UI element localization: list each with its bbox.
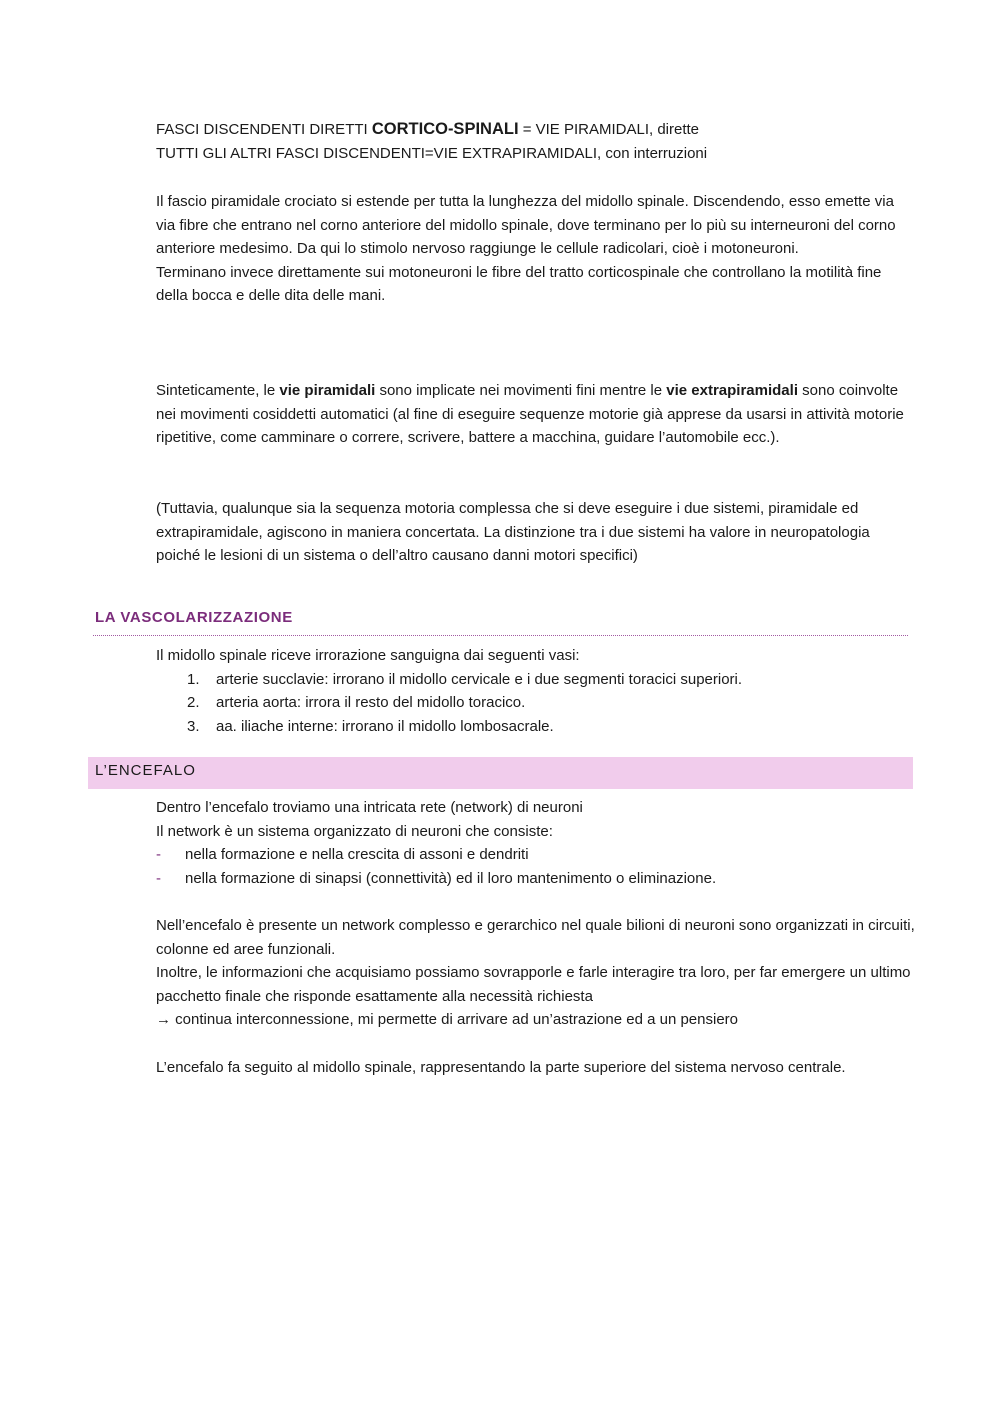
nota-text: (Tuttavia, qualunque sia la sequenza motoria complessa che si deve eseguire i due sistemi, piramidale ed extrapiramidale, agiscono in maniera concertata. La distinzione tra i due sistemi ha valore in neuropatologia poiché le lesioni di un sistema o dell’altro causano danni motori specifici) [156, 500, 870, 564]
list-item [156, 668, 916, 692]
list-number: 1. [187, 670, 200, 688]
dash-bullet: - [156, 869, 161, 887]
sintesi-paragraph [156, 379, 916, 450]
sintesi-bold-piramidali: vie piramidali [279, 382, 376, 399]
encefalo-block [156, 796, 916, 890]
list-item-text: nella formazione e nella crescita di assoni e dendriti [185, 846, 529, 863]
list-item [156, 843, 916, 867]
list-number: 3. [187, 717, 200, 735]
network-p2: Inoltre, le informazioni che acquisiamo possiamo sovrapporle e farle interagire tra loro, per far emergere un ultimo pacchetto finale che risponde esattamente alla necessità richiesta [156, 964, 911, 1005]
sintesi-t3: sono coinvolte nei movimenti cosiddetti automatici (al fine di eseguire sequenze motorie già apprese da usarsi in attività motorie ripetitive, come camminare o correre, scrivere, battere a macchina, guidare l’automobile ecc.). [156, 382, 904, 446]
intro-line-1-bold: CORTICO-SPINALI [371, 120, 519, 138]
intro-block [156, 118, 916, 165]
dash-bullet: - [156, 846, 161, 863]
arrow-icon: → [156, 1011, 171, 1028]
network-p3 [156, 1008, 916, 1032]
network-p1: Nell’encefalo è presente un network complesso e gerarchico nel quale bilioni di neuroni sono organizzati in circuiti, colonne ed aree funzionali. [156, 917, 915, 958]
network-list [156, 843, 916, 890]
network-p3-text: continua interconnessione, mi permette di arrivare ad un’astrazione ed a un pensiero [171, 1011, 738, 1028]
heading-divider [93, 635, 908, 636]
list-item-text: aa. iliache interne: irrorano il midollo lombosacrale. [216, 717, 554, 735]
intro-line-1 [156, 118, 916, 142]
encefalo-heading: L’ENCEFALO [95, 762, 196, 779]
encefalo-p4: L’encefalo fa seguito al midollo spinale, rappresentando la parte superiore del sistema nervoso centrale. [156, 1059, 846, 1076]
vasi-list [156, 668, 916, 739]
vascolarizzazione-intro: Il midollo spinale riceve irrorazione sanguigna dai seguenti vasi: [156, 647, 580, 664]
piramidale-p1: Il fascio piramidale crociato si estende per tutta la lunghezza del midollo spinale. Discendendo, esso emette via via fibre che entrano nel corno anteriore del midollo spinale, dove terminano per lo più su interneuroni del corno anteriore medesimo. Da qui lo stimolo nervoso raggiunge le cellule radicolari, cioè i motoneuroni. [156, 193, 896, 257]
encefalo-line-2: Il network è un sistema organizzato di neuroni che consiste: [156, 822, 553, 840]
encefalo-line-1: Dentro l’encefalo troviamo una intricata rete (network) di neuroni [156, 799, 583, 816]
sintesi-text [156, 379, 916, 450]
piramidale-paragraph [156, 190, 916, 308]
network-paragraph [156, 914, 916, 1032]
vascolarizzazione-block [156, 644, 916, 738]
encefalo-conclusion [156, 1056, 916, 1080]
sintesi-bold-extrapiramidali: vie extrapiramidali [666, 382, 798, 399]
list-number: 2. [187, 694, 200, 711]
list-item-text: nella formazione di sinapsi (connettività) ed il loro mantenimento o eliminazione. [185, 869, 717, 887]
intro-line-2: TUTTI GLI ALTRI FASCI DISCENDENTI=VIE EXTRAPIRAMIDALI, con interruzioni [156, 144, 708, 162]
piramidale-p2: Terminano invece direttamente sui motoneuroni le fibre del tratto corticospinale che controllano la motilità fine della bocca e delle dita delle mani. [156, 263, 882, 304]
encefalo-heading-band [88, 757, 913, 789]
intro-line-1-pre: FASCI DISCENDENTI DIRETTI [156, 121, 372, 138]
list-item-text: arteria aorta: irrora il resto del midollo toracico. [216, 694, 526, 711]
vascolarizzazione-heading: LA VASCOLARIZZAZIONE [95, 609, 293, 626]
sintesi-t1: Sinteticamente, le [156, 382, 280, 399]
list-item-text: arterie succlavie: irrorano il midollo cervicale e i due segmenti toracici superiori. [216, 670, 743, 688]
list-item [156, 715, 916, 739]
intro-line-1-post: = VIE PIRAMIDALI, dirette [518, 121, 700, 138]
nota-paragraph [156, 497, 916, 568]
list-item [156, 867, 916, 891]
sintesi-t2: sono implicate nei movimenti fini mentre le [375, 382, 667, 399]
list-item [156, 691, 916, 715]
